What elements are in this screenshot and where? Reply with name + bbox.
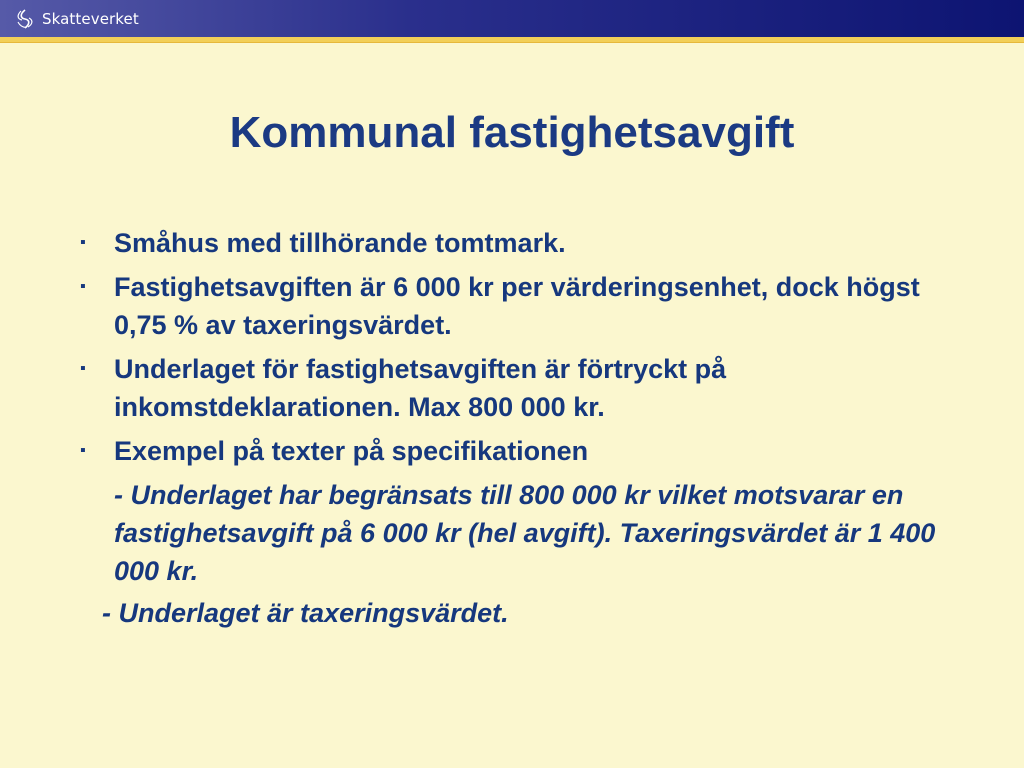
logo-text: Skatteverket xyxy=(42,10,139,28)
skatteverket-logo xyxy=(14,7,139,31)
bullet-marker-icon: ▪ xyxy=(80,278,86,295)
example-note: - Underlaget har begränsats till 800 000 kr vilket motsvarar en fastighetsavgift på 6 000 kr (hel avgift). Taxeringsvärdet är 1 400 000 kr. xyxy=(114,480,936,586)
bullet-item xyxy=(74,350,974,426)
bullet-list xyxy=(74,224,974,470)
bullet-item xyxy=(74,268,974,344)
bullet-item xyxy=(74,432,974,470)
bullet-item xyxy=(74,224,974,262)
bullet-marker-icon: ▪ xyxy=(80,442,86,459)
skatteverket-logo-icon xyxy=(14,8,36,30)
header-divider xyxy=(0,42,1024,43)
bullet-marker-icon: ▪ xyxy=(80,234,86,251)
bullet-text: Småhus med tillhörande tomtmark. xyxy=(114,228,566,258)
example-note: - Underlaget är taxeringsvärdet. xyxy=(102,598,509,628)
bullet-marker-icon: ▪ xyxy=(80,360,86,377)
header-bar xyxy=(0,0,1024,42)
bullet-text: Fastighetsavgiften är 6 000 kr per värderingsenhet, dock högst 0,75 % av taxeringsvärdet. xyxy=(114,272,920,340)
bullet-text: Exempel på texter på specifikationen xyxy=(114,436,589,466)
slide-content xyxy=(74,224,974,636)
slide-title: Kommunal fastighetsavgift xyxy=(229,108,795,157)
bullet-text: Underlaget för fastighetsavgiften är förtryckt på inkomstdeklarationen. Max 800 000 kr. xyxy=(114,354,727,422)
